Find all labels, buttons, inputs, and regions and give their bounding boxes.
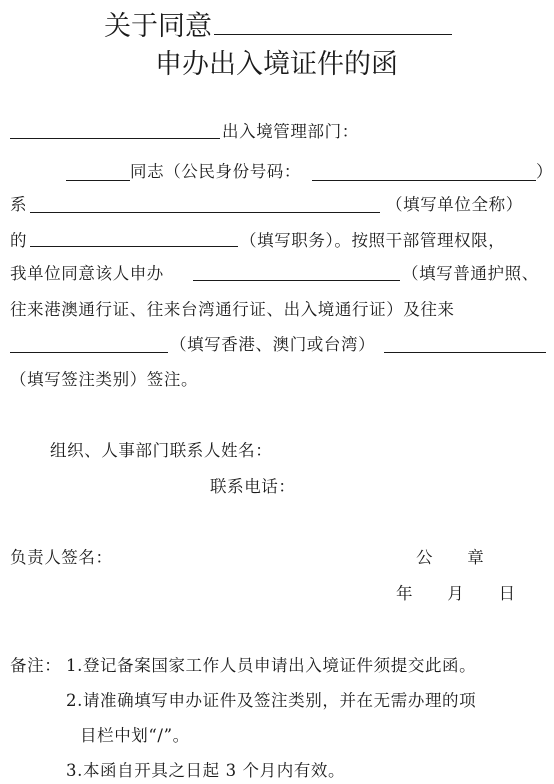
line3-prefix: 系: [10, 195, 28, 214]
title-blank-line: [214, 34, 452, 35]
title-line-1: 关于同意: [104, 11, 212, 42]
region-blank-line-right: [384, 352, 546, 353]
to-dept-label: 出入境管理部门：: [222, 122, 359, 141]
id-number-blank-line: [312, 180, 536, 181]
notes-label: 备注：: [10, 656, 62, 675]
contact-phone-label: 联系电话：: [210, 477, 296, 496]
close-paren: ）: [536, 162, 554, 181]
person-name-blank-line: [66, 180, 130, 181]
line8: （填写签注类别）签注。: [10, 370, 199, 389]
title-line-2: 申办出入境证件的函: [155, 49, 398, 80]
fill-region-hint: （填写香港、澳门或台湾）: [170, 335, 376, 354]
note-item-3: 3.本函自开具之日起 3 个月内有效。: [66, 761, 346, 780]
region-blank-line-left: [10, 352, 168, 353]
comrade-label: 同志（公民身份号码：: [130, 162, 301, 181]
signer-label: 负责人签名：: [10, 548, 113, 567]
note-item-1: 1.登记备案国家工作人员申请出入境证件须提交此函。: [66, 656, 477, 675]
line5-prefix: 我单位同意该人申办: [10, 264, 164, 283]
line6: 往来港澳通行证、往来台湾通行证、出入境通行证）及往来: [10, 300, 455, 319]
contact-name-label: 组织、人事部门联系人姓名：: [50, 441, 273, 460]
line4-suffix: （填写职务）。按照干部管理权限，: [240, 231, 506, 250]
position-blank-line: [30, 246, 238, 247]
line4-prefix: 的: [10, 231, 28, 250]
line5-suffix: （填写普通护照、: [402, 264, 539, 283]
note-item-2: 2.请准确填写申办证件及签注类别，并在无需办理的项: [66, 691, 477, 710]
note-item-2-continued: 目栏中划“/”。: [80, 726, 190, 745]
date-label: 年 月 日: [396, 584, 516, 603]
dept-blank-line: [10, 138, 220, 139]
seal-label: 公 章: [416, 548, 485, 567]
certificate-type-blank-line: [193, 280, 400, 281]
unit-name-blank-line: [30, 212, 380, 213]
fill-unit-name-hint: （填写单位全称）: [386, 195, 523, 214]
